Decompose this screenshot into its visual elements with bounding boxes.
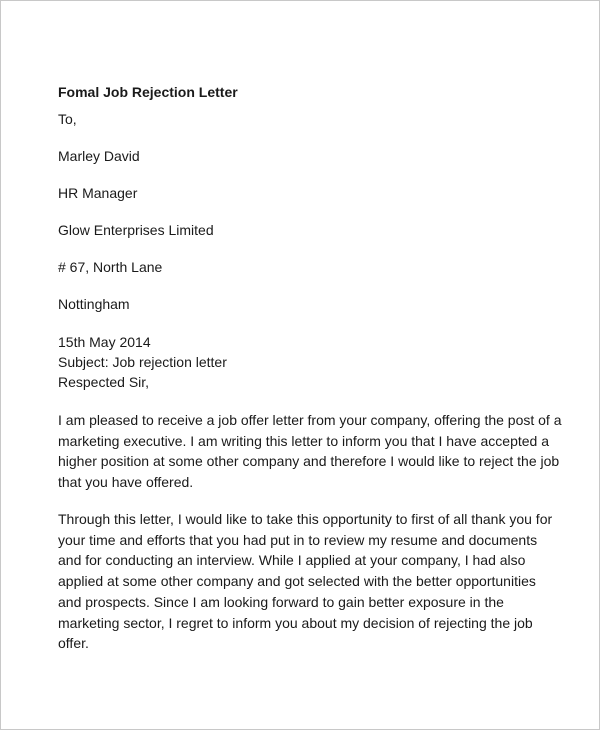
paragraph-line: marketing executive. I am writing this letter to inform you that I have accepted a <box>58 432 550 449</box>
paragraph-line: and for conducting an interview. While I applied at your company, I had also <box>58 552 526 569</box>
paragraph-line: I am pleased to receive a job offer letter from your company, offering the post of a <box>58 412 562 428</box>
letter-date: 15th May 2014 <box>58 334 151 350</box>
recipient-name: Marley David <box>58 148 140 164</box>
salutation-to: To, <box>58 111 77 127</box>
recipient-company: Glow Enterprises Limited <box>58 222 214 238</box>
paragraph-line: applied at some other company and got selected with the better opportunities <box>58 573 536 590</box>
letter-header-block <box>58 332 227 392</box>
recipient-street: # 67, North Lane <box>58 259 163 275</box>
paragraph-line: Through this letter, I would like to take this opportunity to first of all thank you for <box>58 511 553 527</box>
paragraph-line: that you have offered. <box>58 474 194 491</box>
paragraph-1 <box>58 410 562 493</box>
paragraph-line: and prospects. Since I am looking forward to gain better exposure in the <box>58 593 504 610</box>
letter-title: Fomal Job Rejection Letter <box>58 84 238 100</box>
paragraph-line: your time and efforts that you had put in to review my resume and documents <box>58 531 538 548</box>
paragraph-line: higher position at some other company and therefore I would like to reject the job <box>58 453 560 470</box>
paragraph-line: offer. <box>58 635 89 652</box>
recipient-position: HR Manager <box>58 185 138 201</box>
paragraph-line: marketing sector, I regret to inform you about my decision of rejecting the job <box>58 614 533 631</box>
letter-greeting: Respected Sir, <box>58 374 150 390</box>
recipient-city: Nottingham <box>58 296 130 312</box>
letter-subject: Subject: Job rejection letter <box>58 354 227 370</box>
paragraph-2 <box>58 509 552 654</box>
